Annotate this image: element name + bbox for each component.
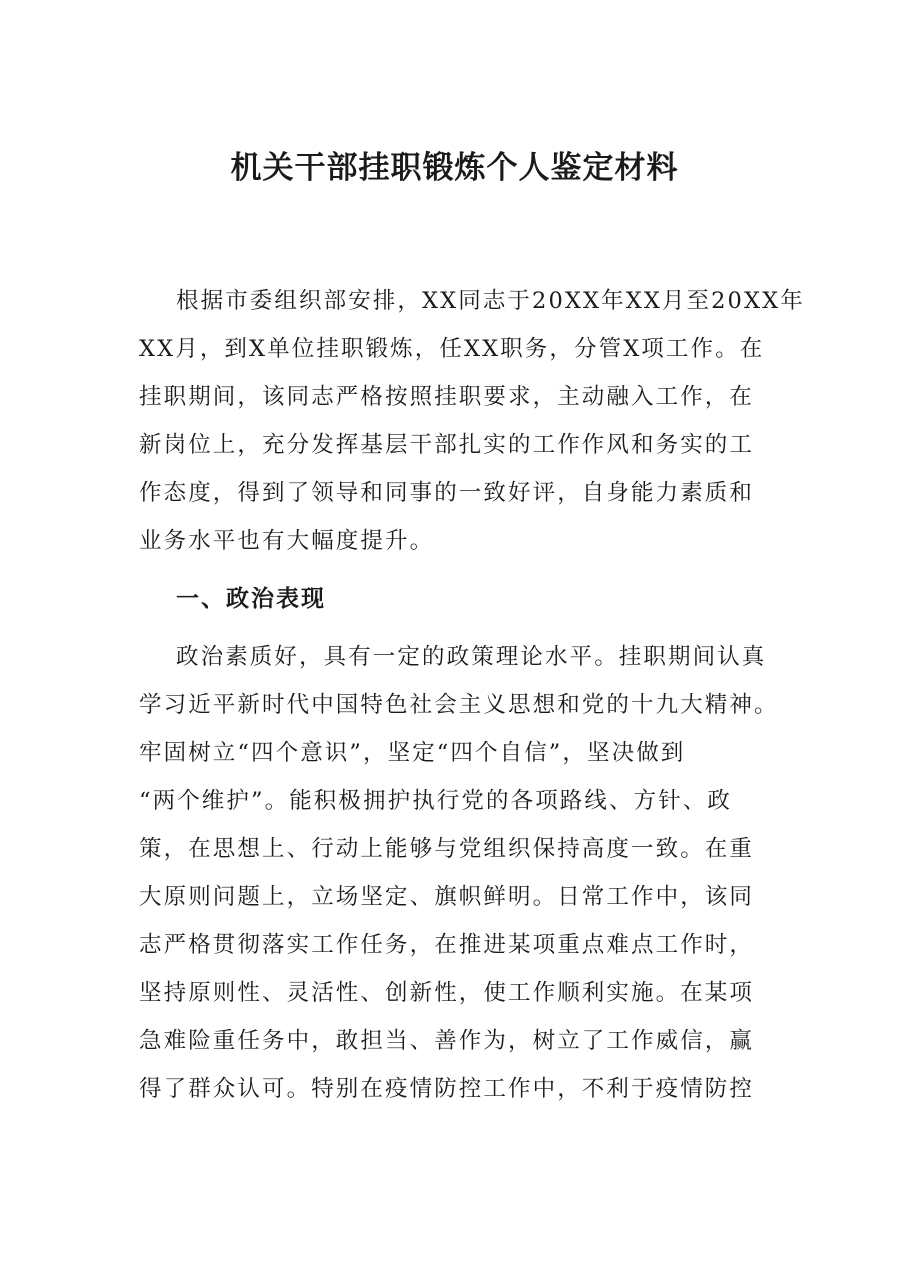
paragraph-line: “两个维护”。能积极拥护执行党的各项路线、方针、政 (139, 788, 733, 814)
paragraph-line: 新岗位上，充分发挥基层干部扎实的工作作风和务实的工 (139, 432, 755, 458)
paragraph-line: 志严格贯彻落实工作任务，在推进某项重点难点工作时， (139, 932, 755, 958)
paragraph-line: 坚持原则性、灵活性、创新性，使工作顺利实施。在某项 (139, 980, 755, 1006)
paragraph-line: 急难险重任务中，敢担当、善作为，树立了工作威信，赢 (139, 1028, 755, 1054)
paragraph-line: 牢固树立“四个意识”，坚定“四个自信”，坚决做到 (139, 740, 686, 766)
paragraph-line: XX月，到X单位挂职锻炼，任XX职务，分管X项工作。在 (139, 336, 765, 362)
paragraph-line: 学习近平新时代中国特色社会主义思想和党的十九大精神。 (139, 692, 779, 718)
paragraph-line: 挂职期间，该同志严格按照挂职要求，主动融入工作，在 (139, 384, 755, 410)
paragraph-line: 得了群众认可。特别在疫情防控工作中，不利于疫情防控 (139, 1076, 755, 1102)
paragraph-line: 作态度，得到了领导和同事的一致好评，自身能力素质和 (139, 480, 755, 506)
paragraph-line: 根据市委组织部安排，XX同志于20XX年XX月至20XX年 (176, 288, 805, 314)
paragraph-line: 策，在思想上、行动上能够与党组织保持高度一致。在重 (139, 836, 755, 862)
paragraph-line: 大原则问题上，立场坚定、旗帜鲜明。日常工作中，该同 (139, 884, 755, 910)
paragraph-line: 政治素质好，具有一定的政策理论水平。挂职期间认真 (176, 644, 767, 670)
paragraph-line: 业务水平也有大幅度提升。 (139, 528, 435, 554)
document-title: 机关干部挂职锻炼个人鉴定材料 (230, 150, 679, 186)
section-heading-political: 一、政治表现 (176, 585, 326, 612)
